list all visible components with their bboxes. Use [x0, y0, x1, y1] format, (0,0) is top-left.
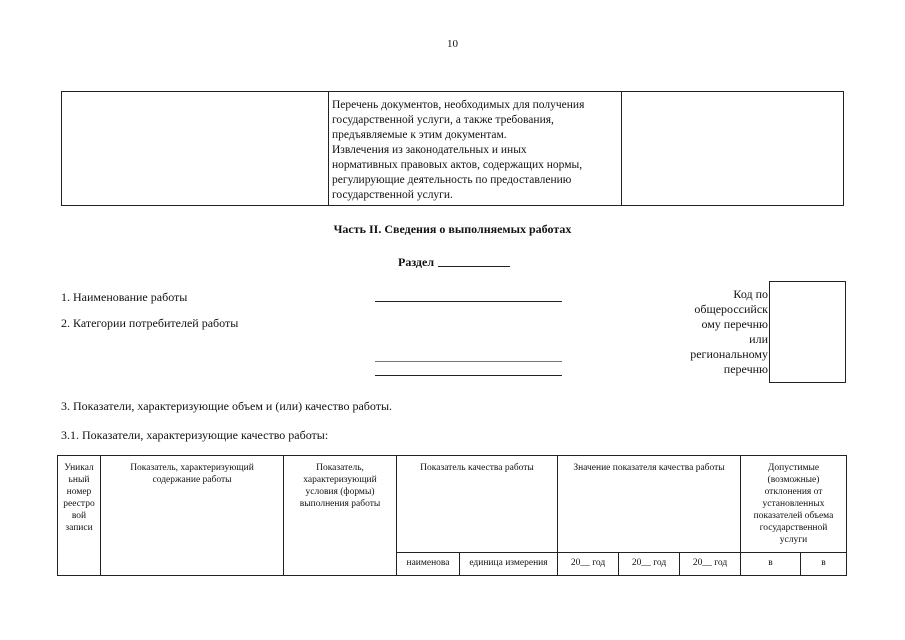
header-line: содержание работы	[152, 475, 232, 485]
header-line: условия (формы)	[305, 487, 375, 497]
page-number: 10	[447, 38, 458, 50]
documents-table-empty-cell	[622, 92, 843, 205]
sub-header-deviation-2: в	[821, 558, 826, 568]
header-line: ьный	[68, 475, 90, 485]
work-name-label: 1. Наименование работы	[61, 290, 188, 304]
header-line: реестро	[63, 499, 95, 509]
sub-header-deviation-1: в	[768, 558, 773, 568]
indicators-title: 3. Показатели, характеризующие объем и (или) качество работы.	[61, 399, 393, 413]
consumers-blank	[375, 375, 562, 376]
consumers-blank	[375, 361, 562, 362]
content-indicator-header	[101, 462, 283, 486]
section-number-blank	[438, 266, 510, 267]
indicators-subtitle: 3.1. Показатели, характеризующие качество работы:	[61, 428, 329, 442]
header-line: отклонения от	[764, 487, 823, 497]
text-line: нормативных правовых актов, содержащих нормы,	[332, 159, 583, 171]
code-box	[769, 281, 846, 383]
header-line: выполнения работы	[299, 499, 381, 509]
consumers-label: 2. Категории потребителей работы	[61, 316, 239, 330]
part-title: Часть II. Сведения о выполняемых работах	[333, 222, 572, 236]
code-label-line: Код по	[733, 287, 768, 301]
sub-header-name: наименова	[406, 558, 450, 568]
documents-table-empty-cell	[62, 92, 329, 205]
header-line: характеризующий	[303, 475, 377, 485]
code-label-line: ому перечню	[701, 317, 768, 331]
header-line: Показатель, характеризующий	[130, 463, 254, 473]
code-label-line: перечню	[723, 362, 768, 376]
header-line: установленных	[762, 499, 825, 509]
header-line: показателей объема	[753, 511, 834, 521]
header-line: (возможные)	[767, 475, 820, 485]
code-label-line: общероссийск	[694, 302, 768, 316]
work-name-blank	[375, 301, 562, 302]
header-line: Допустимые	[767, 463, 820, 473]
code-label-line: или	[749, 332, 768, 346]
quality-value-header: Значение показателя качества работы	[573, 463, 725, 473]
deviation-header	[741, 462, 846, 546]
text-line: Перечень документов, необходимых для получения	[332, 99, 585, 111]
header-line: Уникал	[64, 463, 94, 473]
registry-number-header	[58, 462, 100, 534]
header-line: номер	[66, 487, 92, 497]
sub-header-unit: единица измерения	[469, 558, 548, 568]
table-divider	[396, 552, 846, 553]
sub-header-year-3: 20__ год	[692, 558, 728, 568]
quality-indicators-table	[57, 455, 847, 576]
header-line: государственной	[759, 523, 828, 533]
conditions-indicator-header	[284, 462, 396, 510]
text-line: регулирующие деятельность по предоставлению	[332, 174, 572, 186]
documents-table	[61, 91, 844, 206]
header-line: Показатель,	[316, 463, 364, 473]
quality-indicator-header: Показатель качества работы	[420, 463, 534, 473]
header-line: записи	[65, 523, 93, 533]
sub-header-year-2: 20__ год	[631, 558, 667, 568]
code-label-line: региональному	[690, 347, 768, 361]
text-line: государственной услуги, а также требования,	[332, 114, 554, 126]
documents-table-text-cell	[328, 92, 622, 205]
section-label: Раздел	[398, 255, 435, 269]
text-line: Извлечения из законодательных и иных	[332, 144, 527, 156]
code-label	[670, 287, 768, 377]
header-line: вой	[71, 511, 87, 521]
text-line: государственной услуги.	[332, 189, 453, 201]
header-line: услуги	[779, 535, 808, 545]
text-line: предъявляемые к этим документам.	[332, 129, 507, 141]
sub-header-year-1: 20__ год	[570, 558, 606, 568]
